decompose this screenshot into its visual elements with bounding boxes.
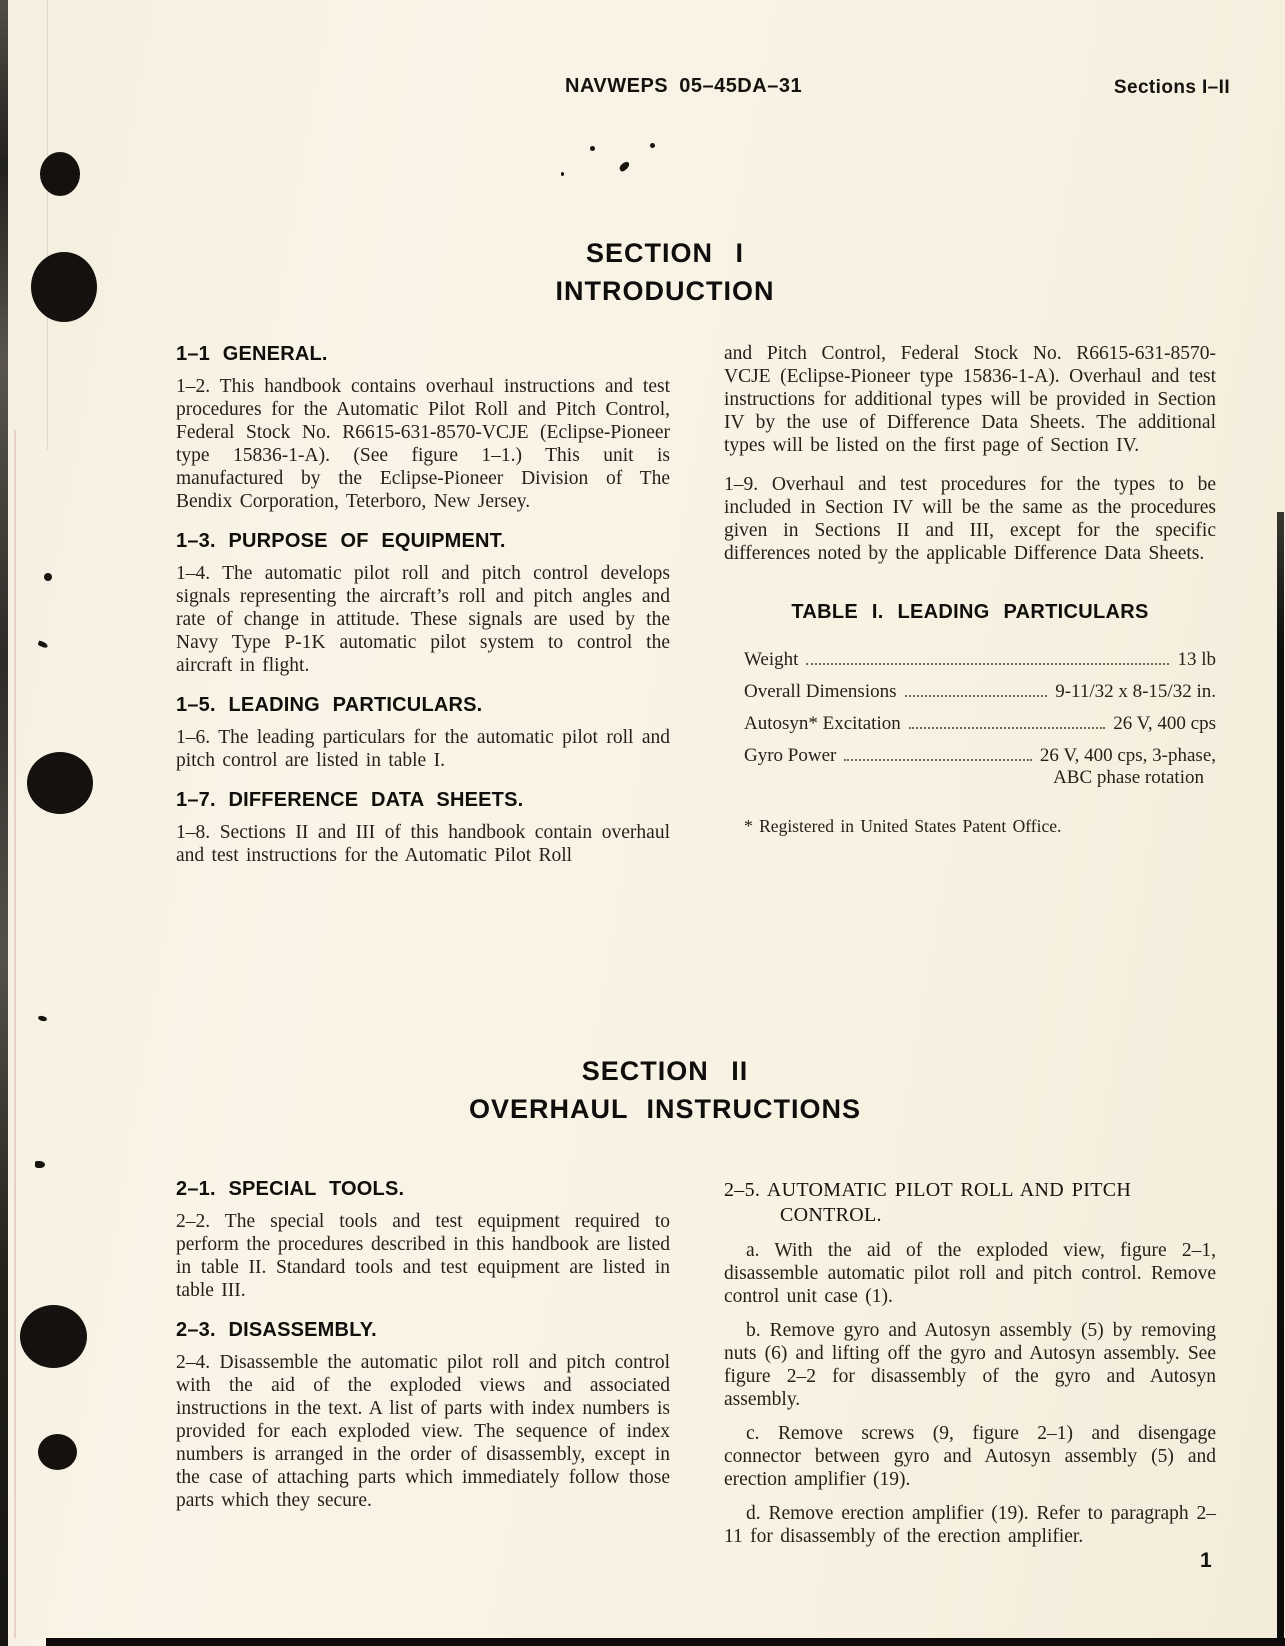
table-row-label: Overall Dimensions: [744, 681, 897, 702]
table-row-value: [1040, 744, 1216, 789]
para-heading: 1–3. PURPOSE OF EQUIPMENT.: [176, 530, 506, 552]
para-heading: 1–1 GENERAL.: [176, 343, 328, 365]
section-1-heading: [45, 238, 1285, 306]
paragraph: and Pitch Control, Federal Stock No. R6615-631-8570-VCJE (Eclipse-Pioneer type 15836-1-A). Overhaul and test instructions for additional types will be provided in Section IV by the use of Difference Data Sheets. The additional types will be listed on the first page of Section IV.: [724, 343, 1216, 456]
paragraph: 2–2. The special tools and test equipment required to perform the procedures described in this handbook are listed in table II. Standard tools and test equipment are listed in table III.: [176, 1211, 670, 1301]
ink-speck: [38, 1015, 48, 1022]
scan-left-edge: [0, 0, 8, 1646]
section-2-heading: [45, 1056, 1285, 1124]
binder-dot: [27, 752, 93, 814]
table-1: [724, 648, 1216, 789]
para-heading: 2–1. SPECIAL TOOLS.: [176, 1178, 405, 1200]
scan-bottom-edge: [46, 1638, 1285, 1646]
table-row: [744, 712, 1216, 735]
paragraph: 1–6. The leading particulars for the automatic pilot roll and pitch control are listed in table I.: [176, 727, 670, 771]
ink-speck: [590, 146, 595, 151]
dot-leader: [806, 663, 1169, 665]
dot-leader: [844, 759, 1032, 761]
ink-speck: [618, 161, 631, 173]
table-row-value: 26 V, 400 cps: [1113, 713, 1216, 734]
ink-speck: [44, 573, 52, 581]
doc-number: NAVWEPS 05–45DA–31: [565, 75, 803, 97]
table-row: [744, 648, 1216, 671]
section-2-subtitle: OVERHAUL INSTRUCTIONS: [468, 1094, 862, 1124]
binder-dot: [38, 1434, 77, 1470]
table-row-value-line1: 26 V, 400 cps, 3-phase,: [1039, 745, 1216, 766]
para-heading: 2–3. DISASSEMBLY.: [176, 1319, 377, 1341]
table-footnote: * Registered in United States Patent Office.: [744, 816, 1062, 836]
ink-speck: [561, 172, 564, 176]
table-row-label: Weight: [744, 649, 799, 670]
paragraph: 1–8. Sections II and III of this handbook contain overhaul and test instructions for the Automatic Pilot Roll: [176, 822, 670, 866]
page-crease: [14, 430, 16, 1638]
paragraph: 2–4. Disassemble the automatic pilot roll and pitch control with the aid of the exploded views and associated instructions in the text. A list of parts with index numbers is provided for each exploded view. The sequence of index numbers is arranged in the order of disassembly, except in the case of attaching parts which immediately follow those parts which they secure.: [176, 1352, 670, 1511]
ink-speck: [650, 143, 655, 148]
paragraph: 1–4. The automatic pilot roll and pitch control develops signals representing the aircraft’s roll and pitch angles and rate of change in attitude. These signals are used by the Navy Type P-1K automatic pilot system to control the aircraft in flight.: [176, 563, 670, 676]
table-row-label: Autosyn* Excitation: [744, 713, 901, 734]
table-row-value-line2: ABC phase rotation: [1053, 767, 1204, 788]
section-2-right-column: [724, 1178, 1216, 1559]
paragraph: 1–2. This handbook contains overhaul instructions and test procedures for the Automatic Pilot Roll and Pitch Control, Federal Stock No. R6615-631-8570-VCJE (Eclipse-Pioneer type 15836-1-A). (See figure 1–1.) This unit is manufactured by the Eclipse-Pioneer Division of The Bendix Corporation, Teterboro, New Jersey.: [176, 376, 670, 512]
page-crease: [47, 0, 48, 450]
paragraph: 1–9. Overhaul and test procedures for the types to be included in Section IV will be the same as the procedures given in Sections II and III, except for the specific differences noted by the applicable Difference Data Sheets.: [724, 474, 1216, 564]
table-row: [744, 744, 1216, 789]
para-heading: 1–5. LEADING PARTICULARS.: [176, 694, 483, 716]
table-1-title: TABLE I. LEADING PARTICULARS: [791, 601, 1149, 623]
binder-dot: [20, 1305, 87, 1368]
binder-dot: [40, 152, 80, 196]
ink-speck: [35, 1161, 45, 1168]
section-2-title: SECTION II: [581, 1056, 749, 1086]
paragraph: b. Remove gyro and Autosyn assembly (5) by removing nuts (6) and lifting off the gyro and Autosyn assembly. See figure 2–2 for disassembly of the gyro and Autosyn assembly.: [724, 1320, 1216, 1410]
section-1-subtitle: INTRODUCTION: [555, 276, 775, 306]
page-number: 1: [1200, 1549, 1212, 1572]
paragraph: d. Remove erection amplifier (19). Refer to paragraph 2–11 for disassembly of the erection amplifier.: [724, 1503, 1216, 1547]
para-heading: 2–5. AUTOMATIC PILOT ROLL AND PITCH CONTROL.: [724, 1179, 1132, 1226]
section-1-right-column: [724, 342, 1216, 838]
dot-leader: [905, 695, 1048, 697]
table-row-label: Gyro Power: [744, 745, 837, 766]
table-row-value: 9-11/32 x 8-15/32 in.: [1055, 681, 1216, 702]
paragraph: a. With the aid of the exploded view, figure 2–1, disassemble automatic pilot roll and pitch control. Remove control unit case (1).: [724, 1240, 1216, 1307]
section-1-title: SECTION I: [585, 238, 744, 268]
ink-speck: [37, 640, 48, 648]
section-2-left-column: [176, 1177, 670, 1523]
table-row-value: 13 lb: [1177, 649, 1216, 670]
dot-leader: [909, 727, 1106, 729]
para-heading: 1–7. DIFFERENCE DATA SHEETS.: [176, 789, 524, 811]
section-1-left-column: [176, 342, 670, 878]
table-row: [744, 680, 1216, 703]
paragraph: c. Remove screws (9, figure 2–1) and disengage connector between gyro and Autosyn assembly (5) and erection amplifier (19).: [724, 1423, 1216, 1490]
header-sections-label: Sections I–II: [1113, 77, 1230, 98]
